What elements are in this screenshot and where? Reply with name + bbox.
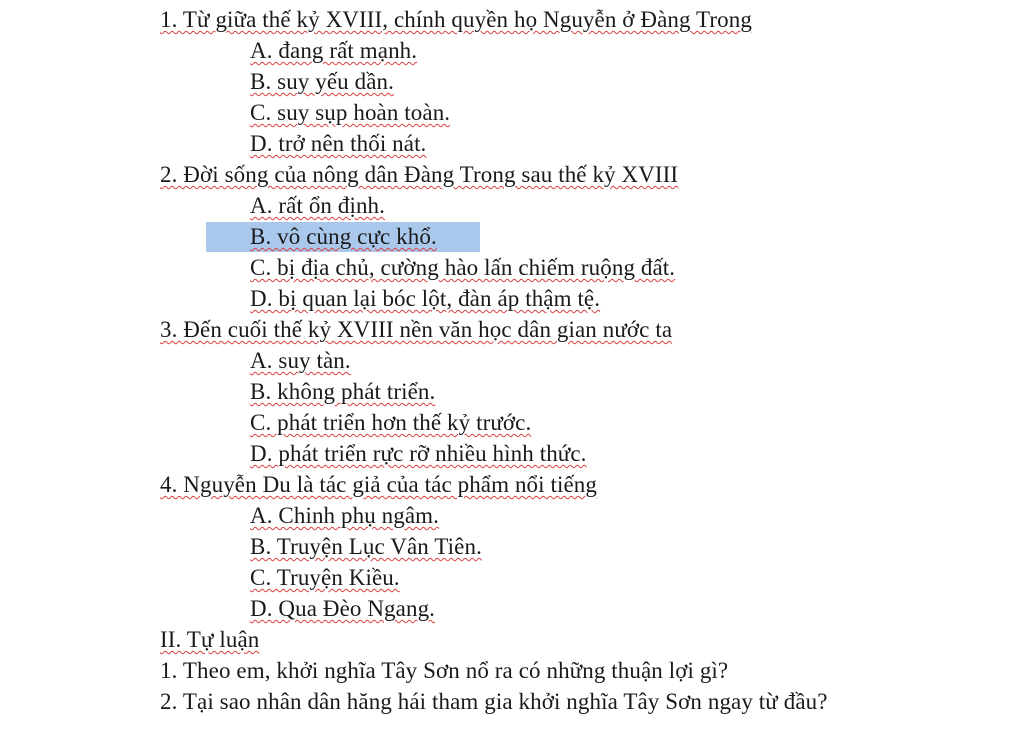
question-3-option-b[interactable]: B. không phát triển. (250, 379, 436, 404)
question-3-stem[interactable]: 3. Đến cuối thế kỷ XVIII nền văn học dân gian nước ta (160, 317, 673, 342)
question-4-option-d[interactable]: D. Qua Đèo Ngang. (250, 596, 436, 621)
question-2-option-b[interactable]: B. vô cùng cực khổ. (250, 224, 437, 249)
question-3-option-d[interactable]: D. phát triển rực rỡ nhiều hình thức. (250, 441, 587, 466)
question-4-option-b[interactable]: B. Truyện Lục Vân Tiên. (250, 534, 482, 559)
question-4-option-a[interactable]: A. Chinh phụ ngâm. (250, 503, 439, 528)
question-1-option-b[interactable]: B. suy yếu dần. (250, 69, 394, 94)
question-3-option-a[interactable]: A. suy tàn. (250, 348, 351, 373)
question-1-option-d[interactable]: D. trở nên thối nát. (250, 131, 427, 156)
question-4-stem[interactable]: 4. Nguyễn Du là tác giả của tác phẩm nổi tiếng (160, 472, 597, 497)
essay-question-2[interactable]: 2. Tại sao nhân dân hăng hái tham gia khởi nghĩa Tây Sơn ngay từ đầu? (160, 689, 828, 714)
question-1-option-a[interactable]: A. đang rất mạnh. (250, 38, 418, 63)
question-2-option-d[interactable]: D. bị quan lại bóc lột, đàn áp thậm tệ. (250, 286, 601, 311)
question-2-option-c[interactable]: C. bị địa chủ, cường hào lấn chiếm ruộng đất. (250, 255, 676, 280)
question-2-option-a[interactable]: A. rất ổn định. (250, 193, 386, 218)
question-1-option-c[interactable]: C. suy sụp hoàn toàn. (250, 100, 451, 125)
question-2-stem[interactable]: 2. Đời sống của nông dân Đàng Trong sau thế kỷ XVIII (160, 162, 679, 187)
section-heading-essay[interactable]: II. Tự luận (160, 627, 260, 652)
question-4-option-c[interactable]: C. Truyện Kiều. (250, 565, 400, 590)
question-1-stem[interactable]: 1. Từ giữa thế kỷ XVIII, chính quyền họ Nguyễn ở Đàng Trong (160, 7, 752, 32)
essay-question-1[interactable]: 1. Theo em, khởi nghĩa Tây Sơn nổ ra có những thuận lợi gì? (160, 658, 729, 683)
question-3-option-c[interactable]: C. phát triển hơn thế kỷ trước. (250, 410, 532, 435)
